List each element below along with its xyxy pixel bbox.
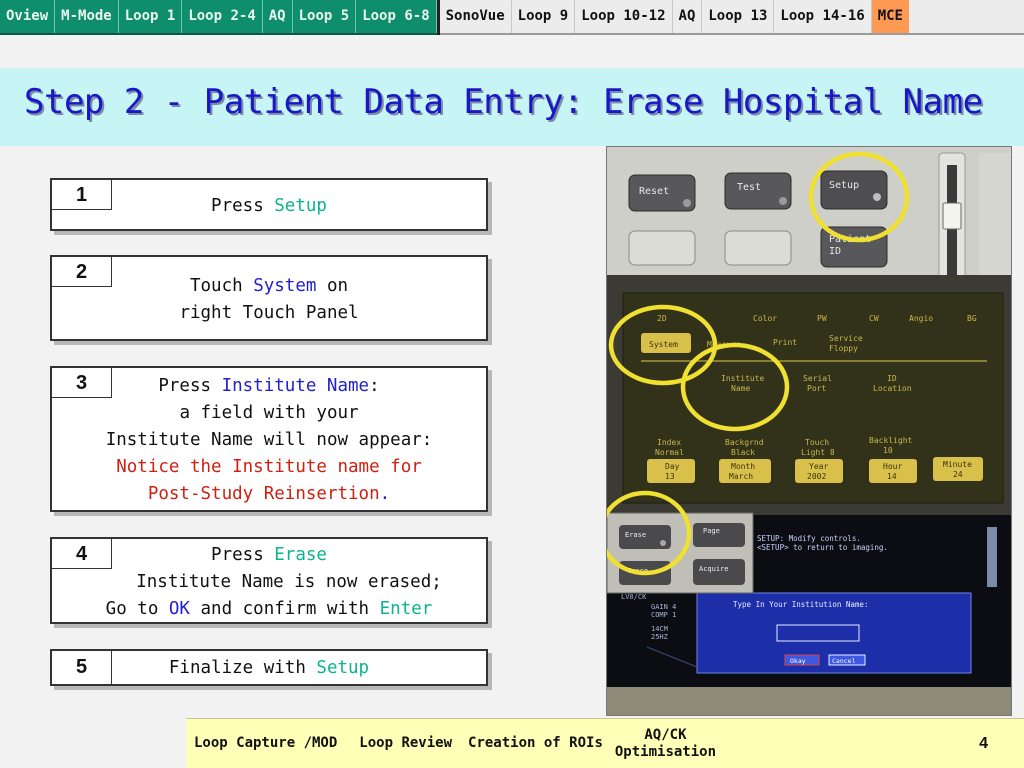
tp-service: Service [829, 334, 863, 343]
key-led-icon [683, 199, 691, 207]
step-line: a field with your [179, 403, 359, 423]
tp-hour-value: 14 [887, 472, 897, 481]
step-line: Institute Name will now appear: [105, 430, 433, 450]
monitor-side-label: LV0/CK [621, 593, 647, 601]
erase-key-label: Erase [625, 531, 647, 539]
tp-location: Location [873, 384, 912, 393]
key-led-icon [660, 540, 666, 546]
patient-id-key-label: ID [829, 246, 842, 257]
monitor-side-label: GAIN 4 [651, 603, 677, 611]
tp-port: Port [807, 384, 827, 393]
tab-oview[interactable]: Oview [0, 0, 55, 33]
top-nav-group-left [0, 0, 437, 35]
tp-serial: Serial [803, 374, 832, 383]
tp-measure: Measure [707, 340, 741, 349]
tab-loop-10-12[interactable]: Loop 10-12 [575, 0, 672, 33]
monitor-message-2: <SETUP> to return to imaging. [757, 543, 888, 552]
tp-normal: Normal [655, 448, 684, 457]
step-text-part: : [369, 376, 380, 396]
tp-angio: Angio [909, 314, 934, 323]
tab-loop-9[interactable]: Loop 9 [512, 0, 576, 33]
step-4 [50, 537, 488, 624]
tp-system-label: System [649, 340, 678, 349]
step-number: 4 [52, 539, 112, 569]
keyword-enter: Enter [379, 599, 433, 619]
step-text-part: Go to [105, 599, 169, 619]
tp-pw: PW [817, 314, 827, 323]
tp-index: Index [657, 438, 682, 447]
monitor-grayscale-bar [987, 527, 997, 587]
tp-day-value: 13 [665, 472, 675, 481]
tp-minute: Minute [943, 460, 972, 469]
tab-aq-2[interactable]: AQ [673, 0, 703, 33]
acquire-key-label: Acquire [699, 565, 729, 573]
keyword-setup: Setup [316, 658, 370, 678]
page-number: 4 [979, 734, 988, 752]
step-text-part: and confirm with [189, 599, 380, 619]
step-line [52, 481, 486, 508]
tp-color: Color [753, 314, 778, 323]
patient-id-key-label: Patient [829, 234, 872, 245]
step-line [52, 596, 486, 623]
bottom-navigation [186, 718, 1024, 768]
tp-id: ID [887, 374, 897, 383]
nav-aq-ck-optimisation[interactable] [611, 727, 724, 761]
step-text-part: Finalize with [168, 658, 317, 678]
keyword-ok: OK [168, 599, 190, 619]
tab-mce[interactable]: MCE [872, 0, 909, 33]
trace-key-label: Trace [627, 567, 649, 575]
key-led-icon [873, 193, 881, 201]
keyword-setup: Setup [274, 196, 327, 216]
step-number: 2 [52, 257, 112, 287]
step-notice-line: Notice the Institute name for [116, 457, 422, 477]
tab-loop-13[interactable]: Loop 13 [702, 0, 774, 33]
dialog-cancel-label: Cancel [832, 657, 856, 665]
tp-backlight-value: 10 [883, 446, 893, 455]
tp-minute-value: 24 [953, 470, 963, 479]
step-notice-text: Post-Study Reinsertion [147, 484, 380, 504]
step-text [52, 368, 486, 508]
page-key-label: Page [703, 527, 720, 535]
tp-backlight: Backlight [869, 436, 913, 445]
tab-loop-1[interactable]: Loop 1 [119, 0, 183, 33]
setup-key-label: Setup [829, 180, 860, 191]
ultrasound-console-photo [606, 146, 1012, 716]
tab-loop-5[interactable]: Loop 5 [293, 0, 357, 33]
step-line: right Touch Panel [179, 303, 359, 323]
step-text [52, 651, 486, 682]
step-text-part: Press [158, 376, 222, 396]
keyword-institute-name: Institute Name [221, 376, 370, 396]
tab-loop-2-4[interactable]: Loop 2-4 [182, 0, 262, 33]
dialog-okay-label: Okay [790, 657, 806, 665]
step-line [52, 542, 486, 569]
tp-touch: Touch [805, 438, 830, 447]
tp-institute: Institute [721, 374, 765, 383]
title-band [0, 68, 1024, 146]
tp-name: Name [731, 384, 751, 393]
step-text-part: Press [211, 196, 275, 216]
tab-loop-14-16[interactable]: Loop 14-16 [774, 0, 871, 33]
blank-key [629, 231, 695, 265]
blank-key [725, 231, 791, 265]
dialog-title: Type In Your Institution Name: [733, 600, 869, 609]
tab-m-mode[interactable]: M-Mode [55, 0, 119, 33]
step-3 [50, 366, 488, 512]
tab-aq-1[interactable]: AQ [263, 0, 293, 33]
tp-month: Month [731, 462, 756, 471]
tp-year-value: 2002 [807, 472, 827, 481]
monitor-side-label: 14CM [651, 625, 668, 633]
side-panel [979, 153, 1012, 291]
step-line [52, 273, 486, 300]
step-text [52, 180, 486, 220]
slider-knob [943, 203, 961, 229]
nav-optimisation-label: Optimisation [614, 743, 717, 760]
tp-bg: BG [967, 314, 977, 323]
tp-year: Year [809, 462, 829, 471]
step-2 [50, 255, 488, 341]
monitor-message-1: SETUP: Modify controls. [757, 534, 861, 543]
step-line: Institute Name is now erased; [136, 572, 442, 592]
tp-2d: 2D [657, 314, 667, 323]
nav-creation-of-rois[interactable]: Creation of ROIs [468, 735, 603, 751]
console-illustration [607, 147, 1012, 716]
institution-name-field [777, 625, 859, 641]
tp-print: Print [773, 338, 798, 347]
step-number: 1 [52, 180, 112, 210]
monitor-bezel [607, 687, 1012, 716]
keyword-erase: Erase [274, 545, 327, 565]
step-5 [50, 649, 488, 686]
top-nav-group-right [440, 0, 1024, 35]
reset-key-label: Reset [639, 186, 670, 197]
step-text-part: Touch [189, 276, 254, 296]
tp-month-value: March [729, 472, 754, 481]
step-text-part: . [379, 484, 391, 504]
keyword-system: System [253, 276, 317, 296]
step-line [52, 373, 486, 400]
tp-day: Day [665, 462, 680, 471]
monitor-side-label: COMP 1 [651, 611, 677, 619]
tp-cw: CW [869, 314, 879, 323]
page-title: Step 2 - Patient Data Entry: Erase Hospital Name [24, 82, 983, 122]
step-number: 5 [52, 651, 112, 684]
nav-loop-capture-mod[interactable]: Loop Capture /MOD [194, 735, 338, 751]
nav-loop-review[interactable]: Loop Review [359, 735, 453, 751]
tp-backgrnd: Backgrnd [725, 438, 764, 447]
step-text [52, 257, 486, 327]
top-navigation [0, 0, 1024, 35]
tp-floppy: Floppy [829, 344, 858, 353]
test-key-label: Test [737, 182, 762, 193]
nav-aq-ck-label: AQ/CK [644, 726, 687, 743]
tp-hour: Hour [883, 462, 903, 471]
key-led-icon [779, 197, 787, 205]
monitor-side-label: 25HZ [651, 633, 668, 641]
step-number: 3 [52, 368, 112, 398]
tp-light: Light 8 [801, 448, 835, 457]
step-text [52, 539, 486, 623]
step-1 [50, 178, 488, 231]
step-text-part: Press [211, 545, 275, 565]
tab-sonovue[interactable]: SonoVue [440, 0, 512, 33]
tp-black: Black [731, 448, 756, 457]
tab-loop-6-8[interactable]: Loop 6-8 [356, 0, 436, 33]
step-text-part: on [316, 276, 349, 296]
